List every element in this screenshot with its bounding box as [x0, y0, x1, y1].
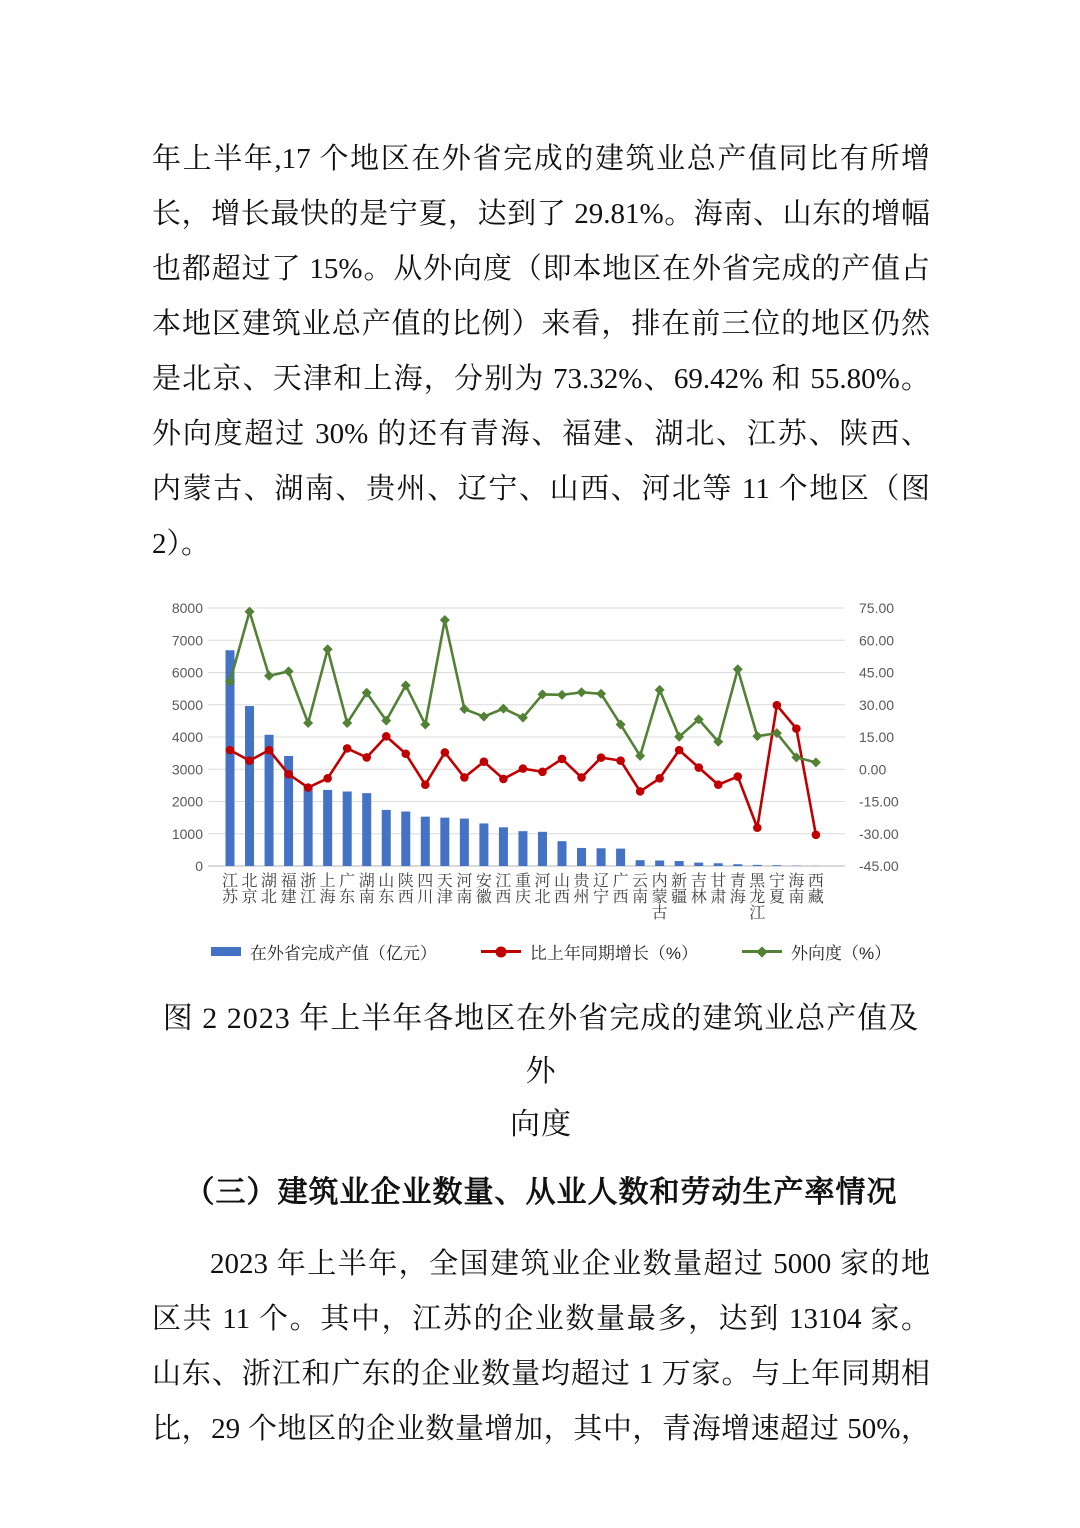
legend-label: 在外省完成产值（亿元）	[249, 944, 437, 963]
bar	[460, 819, 469, 866]
diamond-marker-icon	[459, 704, 469, 714]
category-label: 福建	[280, 873, 297, 906]
paragraph-2	[152, 1237, 930, 1457]
category-label: 海南	[788, 873, 805, 906]
circle-marker-icon	[616, 756, 625, 765]
circle-marker-icon	[558, 755, 567, 764]
circle-marker-icon	[382, 732, 391, 741]
svg-text:4000: 4000	[171, 729, 203, 745]
diamond-marker-icon	[479, 712, 489, 722]
category-label: 重庆	[514, 873, 531, 906]
bar	[558, 841, 567, 866]
bar	[343, 792, 352, 866]
category-label: 西藏	[807, 873, 824, 906]
diamond-marker-icon	[284, 666, 294, 676]
bar	[616, 849, 625, 866]
figure-caption	[152, 992, 930, 1151]
svg-text:-30.00: -30.00	[859, 825, 899, 842]
legend-label: 比上年同期增长（%）	[529, 944, 698, 963]
circle-marker-icon	[499, 775, 508, 784]
bar	[714, 863, 723, 866]
bar	[694, 863, 703, 866]
text-line: 比，29 个地区的企业数量增加，其中，青海增速超过 50%，	[152, 1413, 930, 1445]
bar	[772, 865, 781, 866]
bar	[577, 848, 586, 866]
category-label: 河南	[456, 873, 473, 906]
chart-legend	[165, 939, 937, 964]
figure-caption-line2: 向度	[510, 1108, 572, 1141]
bar	[499, 827, 508, 866]
category-label: 广西	[612, 873, 629, 906]
outward-line-series	[225, 607, 821, 768]
category-label: 甘肃	[710, 873, 727, 906]
category-label: 浙江	[300, 873, 317, 906]
svg-text:60.00: 60.00	[859, 632, 895, 649]
category-label: 上海	[319, 873, 336, 906]
diamond-marker-icon	[323, 644, 333, 654]
circle-marker-icon	[597, 753, 606, 762]
right-axis-labels	[859, 600, 899, 874]
circle-marker-icon	[655, 774, 664, 783]
circle-marker-icon	[343, 744, 352, 753]
bar	[421, 817, 430, 866]
bar	[538, 832, 547, 866]
text-line: 也都超过了 15%。从外向度（即本地区在外省完成的产值占	[152, 253, 930, 285]
circle-marker-icon	[812, 831, 821, 840]
line-diamond-swatch	[742, 950, 782, 953]
category-label: 云南	[632, 873, 649, 906]
circle-marker-icon	[441, 748, 450, 757]
svg-text:-45.00: -45.00	[859, 858, 899, 874]
text-line: 2023 年上半年，全国建筑业企业数量超过 5000 家的地	[210, 1248, 930, 1280]
bar	[733, 864, 742, 866]
diamond-marker-icon	[440, 615, 450, 625]
bar	[382, 810, 391, 866]
category-label: 河北	[534, 873, 551, 906]
circle-marker-icon	[538, 768, 547, 777]
svg-text:45.00: 45.00	[859, 664, 895, 681]
svg-text:-15.00: -15.00	[859, 793, 899, 810]
legend-item-growth	[481, 939, 698, 964]
section-heading: （三）建筑业企业数量、从业人数和劳动生产率情况	[184, 1176, 898, 1209]
svg-text:0: 0	[195, 858, 203, 874]
text-line: 是北京、天津和上海，分别为 73.32%、69.42% 和 55.80%。	[152, 363, 930, 395]
svg-text:3000: 3000	[171, 761, 203, 778]
category-label: 吉林	[690, 873, 707, 906]
circle-marker-icon	[362, 753, 371, 762]
category-label: 山西	[554, 873, 571, 906]
bar	[479, 823, 488, 866]
circle-marker-icon	[714, 780, 723, 789]
text-line: 山东、浙江和广东的企业数量均超过 1 万家。与上年同期相	[152, 1358, 930, 1390]
circle-marker-icon	[245, 756, 254, 765]
category-label: 湖南	[358, 873, 375, 906]
bar	[362, 793, 371, 866]
chart-svg	[165, 598, 937, 930]
circle-marker-icon	[577, 773, 586, 782]
category-label: 广东	[339, 873, 356, 906]
bar	[440, 818, 449, 866]
category-label: 北京	[241, 873, 258, 906]
circle-marker-icon	[773, 701, 782, 710]
category-label: 江苏	[221, 873, 239, 906]
paragraph-1	[152, 132, 930, 572]
bar	[655, 861, 664, 866]
diamond-marker-icon	[401, 680, 411, 690]
circle-marker-icon	[284, 770, 293, 779]
diamond-marker-icon	[577, 687, 587, 697]
category-label: 贵州	[573, 873, 590, 906]
bar	[323, 790, 332, 866]
category-label: 新疆	[671, 873, 688, 906]
bar	[753, 865, 762, 866]
text-line: 外向度超过 30% 的还有青海、福建、湖北、江苏、陕西、	[152, 418, 930, 450]
left-axis-labels	[172, 600, 203, 874]
circle-marker-icon	[519, 764, 528, 773]
category-label: 辽宁	[593, 873, 610, 906]
circle-marker-icon	[304, 783, 313, 792]
text-line: 长，增长最快的是宁夏，达到了 29.81%。海南、山东的增幅	[152, 198, 930, 230]
category-label: 山东	[378, 873, 395, 906]
gridlines	[208, 608, 845, 866]
text-line: 内蒙古、湖南、贵州、辽宁、山西、河北等 11 个地区（图	[152, 473, 930, 505]
bar	[245, 706, 254, 866]
diamond-marker-icon	[420, 720, 430, 730]
bar	[304, 786, 313, 866]
circle-marker-icon	[675, 746, 684, 755]
category-label: 四川	[417, 873, 434, 906]
category-label: 天津	[436, 873, 453, 906]
diamond-marker-icon	[557, 690, 567, 700]
text-line: 2）。	[152, 528, 211, 560]
circle-marker-icon	[636, 787, 645, 796]
x-axis-labels	[222, 871, 824, 922]
bar	[401, 811, 410, 866]
legend-item-outward	[742, 939, 891, 964]
category-label: 安徽	[475, 873, 492, 906]
legend-item-bar	[211, 939, 437, 964]
diamond-marker-icon	[811, 757, 821, 767]
circle-marker-icon	[323, 774, 332, 783]
text-line: 本地区建筑业总产值的比例）来看，排在前三位的地区仍然	[152, 308, 930, 340]
circle-marker-icon	[733, 772, 742, 781]
svg-text:5000: 5000	[171, 696, 203, 713]
bar	[518, 831, 527, 866]
diamond-marker-icon	[752, 731, 762, 741]
diamond-marker-icon	[655, 685, 665, 695]
svg-text:8000: 8000	[171, 600, 203, 616]
category-label: 内蒙古	[651, 873, 668, 922]
legend-label: 外向度（%）	[791, 944, 892, 963]
circle-marker-icon	[226, 746, 235, 755]
circle-marker-icon	[401, 749, 410, 758]
diamond-marker-icon	[756, 946, 767, 957]
circle-marker-icon	[694, 763, 703, 772]
svg-text:30.00: 30.00	[859, 696, 895, 713]
category-label: 湖北	[261, 873, 278, 906]
category-label: 宁夏	[768, 873, 785, 906]
svg-text:0.00: 0.00	[859, 761, 887, 778]
bar	[675, 861, 684, 866]
circle-marker-icon	[480, 757, 489, 766]
circle-marker-icon	[792, 724, 801, 733]
svg-text:6000: 6000	[171, 664, 203, 681]
circle-marker-icon	[265, 746, 274, 755]
circle-marker-icon	[460, 773, 469, 782]
category-label: 黑龙江	[749, 873, 766, 922]
figure-2-chart	[165, 598, 937, 964]
category-label: 青海	[729, 873, 746, 906]
circle-marker-icon	[421, 780, 430, 789]
svg-text:15.00: 15.00	[859, 729, 895, 745]
category-label: 江西	[495, 873, 512, 906]
svg-text:75.00: 75.00	[859, 600, 895, 616]
bar-swatch	[211, 947, 241, 956]
text-line: 年上半年,17 个地区在外省完成的建筑业总产值同比有所增	[152, 143, 930, 175]
circle-marker-icon	[753, 823, 762, 832]
diamond-marker-icon	[303, 718, 313, 728]
category-label: 陕西	[397, 873, 414, 906]
line-circle-swatch	[481, 950, 521, 953]
svg-text:7000: 7000	[171, 632, 203, 649]
bar	[597, 848, 606, 866]
figure-caption-line1: 图 2 2023 年上半年各地区在外省完成的建筑业总产值及外	[162, 1002, 920, 1088]
svg-text:1000: 1000	[171, 825, 203, 842]
circle-marker-icon	[495, 946, 506, 957]
bar	[636, 860, 645, 866]
text-line: 区共 11 个。其中，江苏的企业数量最多，达到 13104 家。	[152, 1303, 930, 1335]
svg-text:2000: 2000	[171, 793, 203, 810]
